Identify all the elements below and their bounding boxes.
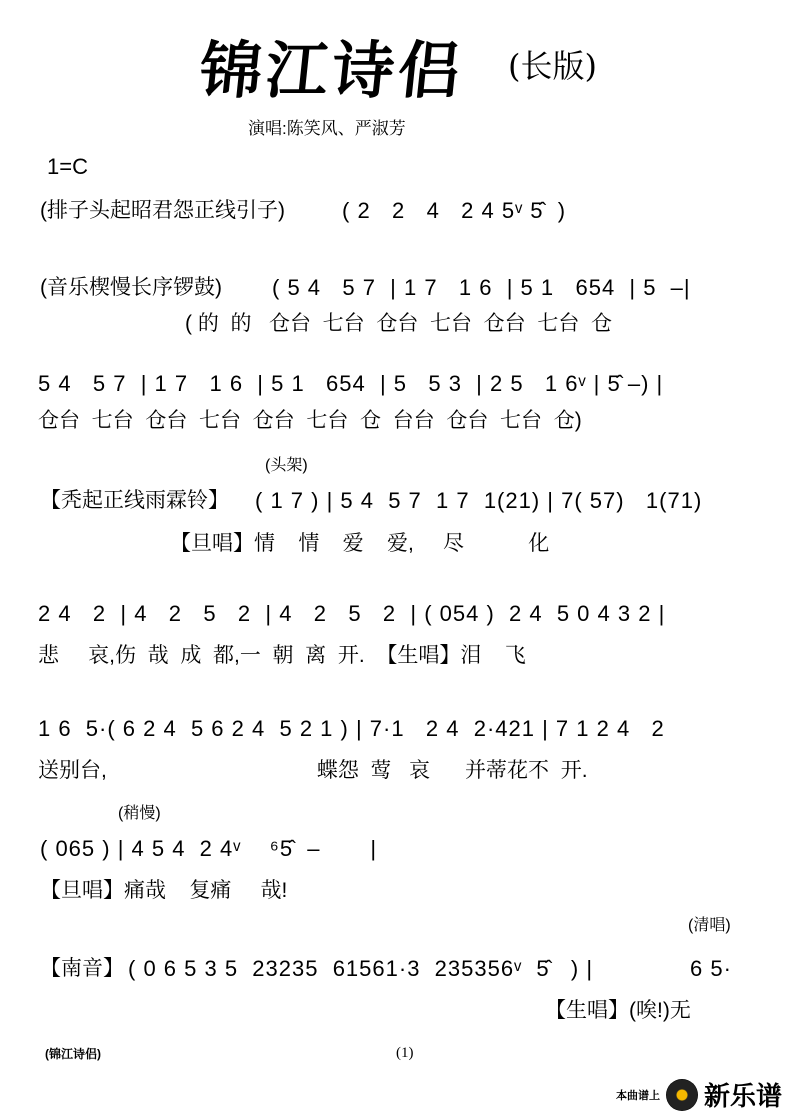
row4-label: 【秃起正线雨霖铃】	[40, 489, 229, 512]
row2-notes: ( 5 4 5 7 | 1 7 1 6 | 5 1 654 | 5 –|	[272, 275, 691, 300]
row6-lyrics: 送别台, 蝶怨 莺 哀 并蒂花不 开.	[38, 759, 588, 782]
row4-marking: (头架)	[265, 457, 308, 474]
row1-notes: ( 2 2 4 2 4 5ᵛ 5̂ )	[342, 198, 567, 223]
singers: 演唱:陈笑风、严淑芳	[248, 119, 406, 138]
row2-label: (音乐楔慢长序锣鼓)	[40, 276, 222, 299]
row8-notes: ( 0 6 5 3 5 23235 61561·3 235356ᵛ 5̂ ) |	[128, 956, 594, 981]
row6-notes: 1 6 5·( 6 2 4 5 6 2 4 5 2 1 ) | 7·1 2 4 2·421 | 7 1 2 4 2	[38, 716, 665, 741]
page-title: 锦江诗侣	[196, 34, 468, 107]
page-number: (1)	[396, 1045, 414, 1061]
footer-title: (锦江诗侣)	[45, 1047, 101, 1061]
row7-lyrics: 【旦唱】痛哉 复痛 哉!	[40, 879, 288, 902]
key-signature: 1=C	[47, 154, 88, 179]
row3-notes: 5 4 5 7 | 1 7 1 6 | 5 1 654 | 5 5 3 | 2 5 1 6ᵛ | 5̂ –) |	[38, 371, 664, 396]
row5-lyrics: 悲 哀,伤 哉 成 都,一 朝 离 开. 【生唱】泪 飞	[38, 644, 526, 667]
row8-label: 【南音】	[40, 957, 124, 980]
row3-percussion: 仓台 七台 仓台 七台 仓台 七台 仓 台台 仓台 七台 仓)	[38, 409, 582, 432]
version-subtitle: (长版)	[508, 47, 597, 85]
row5-notes: 2 4 2 | 4 2 5 2 | 4 2 5 2 | ( 054 ) 2 4 5 0 4 3 2 |	[38, 601, 666, 626]
row8-lyrics: 【生唱】(唉!)无	[545, 999, 691, 1022]
logo-credit: 本曲谱上	[615, 1089, 660, 1102]
row4-lyrics: 【旦唱】情 情 爱 爱, 尽 化	[170, 532, 550, 555]
row2-percussion: ( 的 的 仓台 七台 仓台 七台 仓台 七台 仓	[185, 312, 613, 335]
row7-notes: ( 065 ) | 4 5 4 2 4ᵛ ⁶5̂ – |	[40, 836, 378, 861]
logo-brand: 新乐谱	[703, 1081, 782, 1111]
row1-label: (排子头起昭君怨正线引子)	[40, 199, 285, 222]
row8-marking: (清唱)	[688, 917, 731, 934]
site-logo	[616, 1076, 782, 1113]
row8-notes-vocal: 6 5·	[690, 956, 732, 981]
vinyl-disc-icon	[666, 1079, 698, 1111]
row4-notes: ( 1 7 ) | 5 4 5 7 1 7 1(21) | 7( 57) 1(71)	[255, 488, 703, 513]
row7-marking: (稍慢)	[118, 805, 161, 822]
